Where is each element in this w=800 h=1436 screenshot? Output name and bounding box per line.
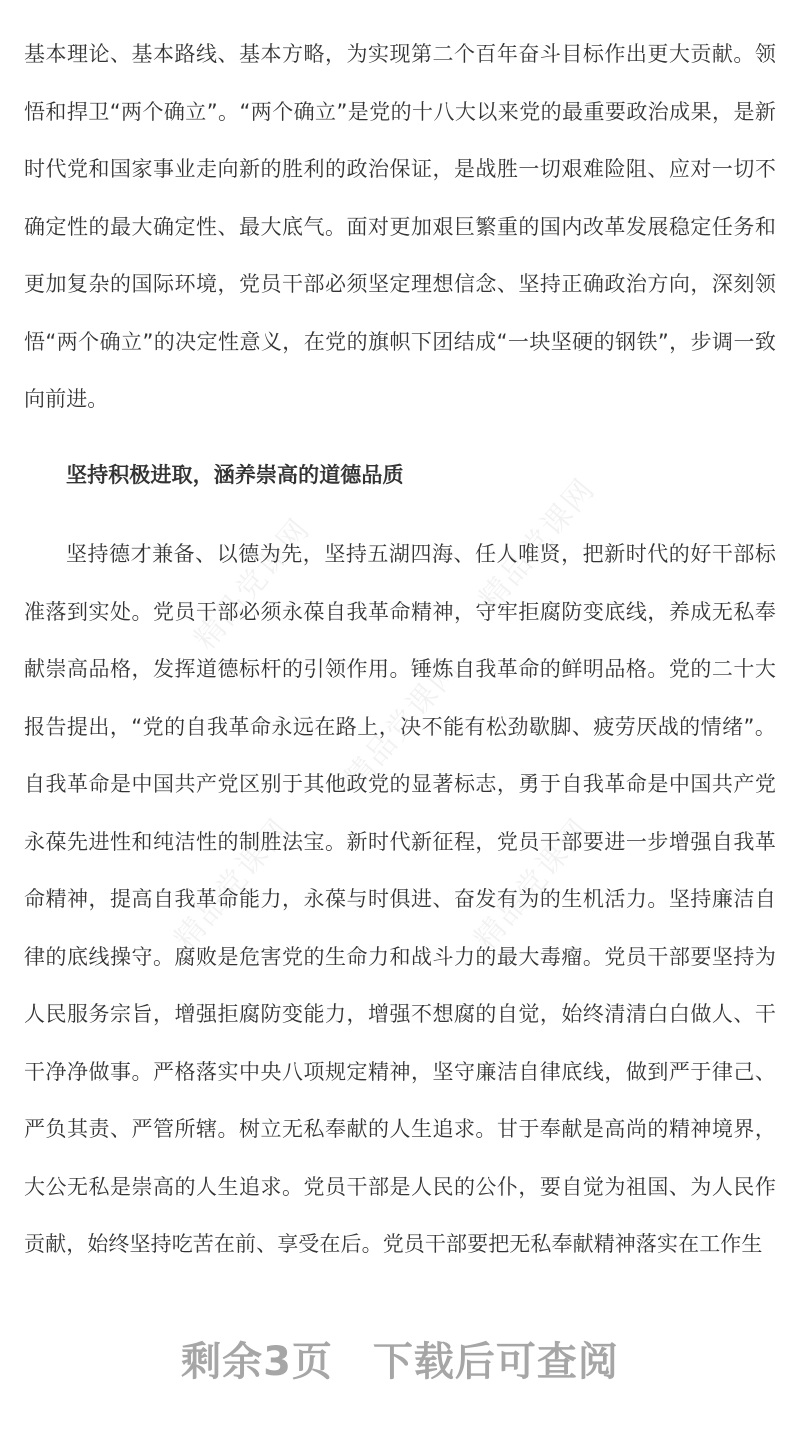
document-body	[24, 26, 776, 1274]
watermark-text: 精品党课网	[472, 471, 603, 617]
section-heading: 坚持积极进取，涵养崇高的道德品质	[66, 462, 404, 487]
remaining-pages-label: 剩余3页	[181, 1339, 333, 1385]
watermark-text: 精品党课网	[467, 811, 598, 957]
paragraph-body: 坚持德才兼备、以德为先，坚持五湖四海、任人唯贤，把新时代的好干部标准落到实处。党员干部必须永葆自我革命精神，守牢拒腐防变底线，养成无私奉献崇高品格，发挥道德标杆的引领作用。锤炼自我革命的鲜明品格。党的二十大报告提出，“党的自我革命永远在路上，决不能有松劲歇脚、疲劳厌战的情绪”。自我革命是中国共产党区别于其他政党的显著标志，勇于自我革命是中国共产党永葆先进性和纯洁性的制胜法宝。新时代新征程，党员干部要进一步增强自我革命精神，提高自我革命能力，永葆与时俱进、奋发有为的生机活力。坚持廉洁自律的底线操守。腐败是危害党的生命力和战斗力的最大毒瘤。党员干部要坚持为人民服务宗旨，增强拒腐防变能力，增强不想腐的自觉，始终清清白白做人、干干净净做事。严格落实中央八项规定精神，坚守廉洁自律底线，做到严于律己、严负其责、严管所辖。树立无私奉献的人生追求。甘于奉献是高尚的精神境界，大公无私是崇高的人生追求。党员干部是人民的公仆，要自觉为祖国、为人民作贡献，始终坚持吃苦在前、享受在后。党员干部要把无私奉献精神落实在工作生	[24, 542, 776, 1256]
paragraph-continuation: 基本理论、基本路线、基本方略，为实现第二个百年奋斗目标作出更大贡献。领悟和捍卫“两个确立”。“两个确立”是党的十八大以来党的最重要政治成果，是新时代党和国家事业走向新的胜利的政治保证，是战胜一切艰难险阻、应对一切不确定性的最大确定性、最大底气。面对更加艰巨繁重的国内改革发展稳定任务和更加复杂的国际环境，党员干部必须坚定理想信念、坚持正确政治方向，深刻领悟“两个确立”的决定性意义，在党的旗帜下团结成“一块坚硬的钢铁”，步调一致向前进。	[24, 42, 776, 411]
watermark-text: 精品党课网	[167, 811, 298, 957]
watermark-text: 精品党课网	[337, 651, 468, 797]
watermark-text: 精品党课网	[187, 511, 318, 657]
paywall-banner[interactable]	[0, 1330, 800, 1387]
download-prompt-label[interactable]: 下载后可查阅	[372, 1339, 619, 1385]
